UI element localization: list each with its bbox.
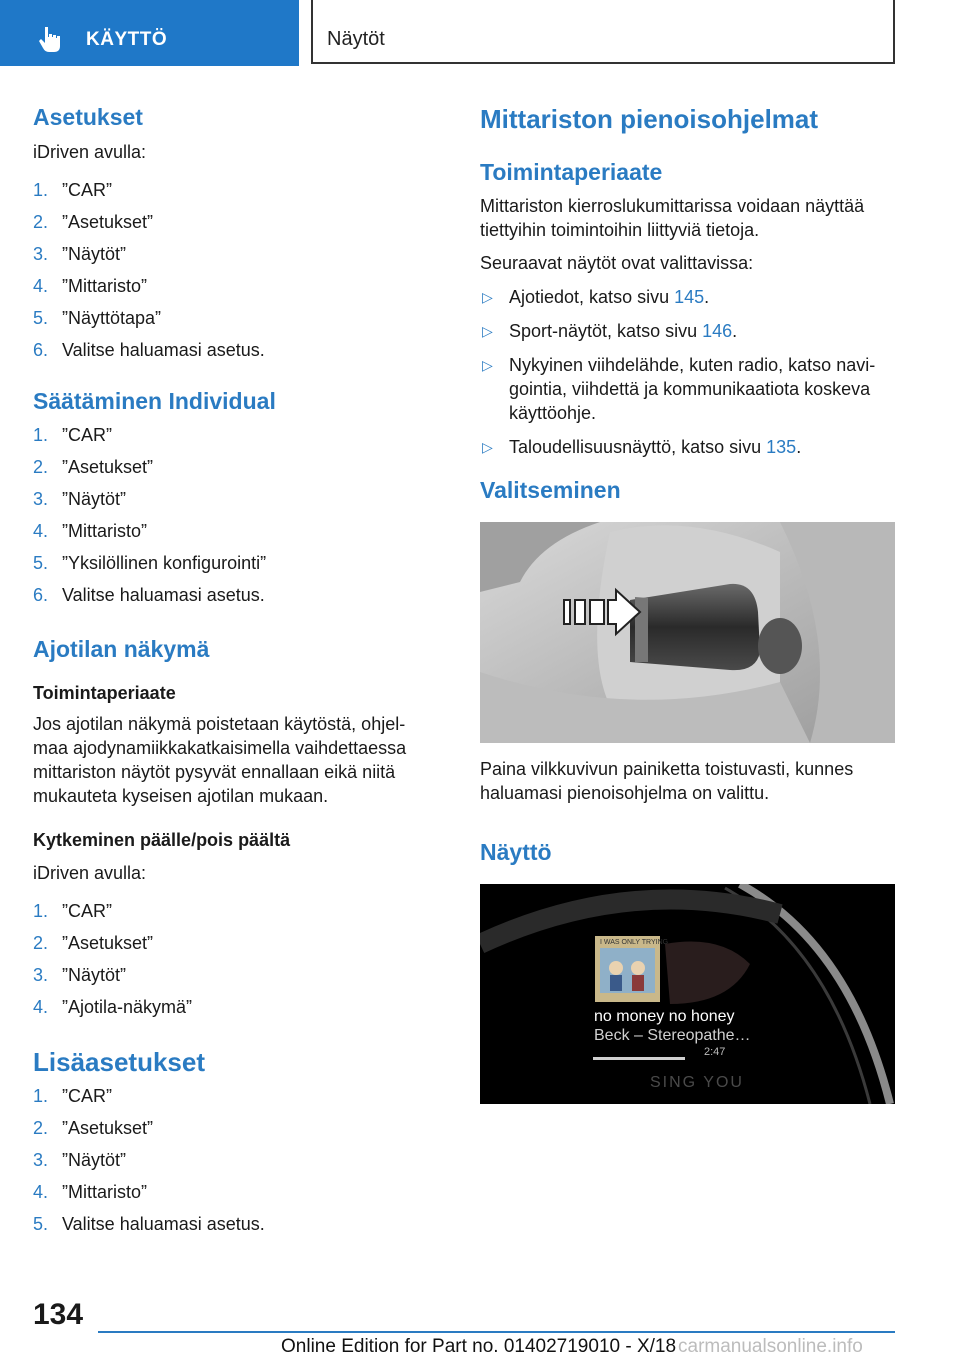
cluster-display-image bbox=[480, 884, 895, 1104]
asetukset-steps bbox=[33, 178, 443, 370]
list-item: ▷ Nykyinen viihdelähde, kuten radio, katso navi- gointia, viihdettä ja kommunikaatiota koskeva käyttöohje. bbox=[482, 355, 876, 423]
page-link[interactable]: 135 bbox=[766, 437, 797, 457]
list-item: 2. ”Asetukset” bbox=[33, 933, 154, 953]
list-item: 4. ”Ajotila-näkymä” bbox=[33, 997, 193, 1017]
page-number: 134 bbox=[33, 1298, 84, 1331]
select-heading: Valitseminen bbox=[480, 477, 621, 503]
list-item: 4. ”Mittaristo” bbox=[33, 521, 147, 541]
list-item: 1. ”CAR” bbox=[33, 901, 112, 921]
select-caption bbox=[480, 757, 895, 866]
asetukset-intro: iDriven avulla: bbox=[33, 142, 147, 162]
body-line: maa ajodynamiikkakatkaisimella vaihdettaessa bbox=[33, 738, 407, 758]
individual-heading: Säätäminen Individual bbox=[33, 388, 276, 414]
list-item: 1. ”CAR” bbox=[33, 180, 112, 200]
section-title: KÄYTTÖ bbox=[86, 29, 168, 50]
list-item: 5. ”Näyttötapa” bbox=[33, 308, 162, 328]
list-item: 3. ”Näytöt” bbox=[33, 965, 127, 985]
list-item: ▷ Sport-näytöt, katso sivu 146. bbox=[482, 321, 738, 341]
album-art-text: I WAS ONLY TRYING bbox=[600, 939, 669, 946]
list-item: 5. ”Yksilöllinen konfigurointi” bbox=[33, 553, 267, 573]
list-item: 3. ”Näytöt” bbox=[33, 244, 127, 264]
ajotila-steps bbox=[33, 899, 443, 1027]
list-item: 4. ”Mittaristo” bbox=[33, 1182, 147, 1202]
chapter-title: Näytöt bbox=[327, 28, 385, 50]
caption-line: haluamasi pienoisohjelma on valittu. bbox=[480, 783, 770, 803]
list-item: 2. ”Asetukset” bbox=[33, 1118, 154, 1138]
list-item: 6. Valitse haluamasi asetus. bbox=[33, 585, 265, 605]
scrolling-text: SING YOU bbox=[650, 1074, 744, 1091]
list-item: ▷ Ajotiedot, katso sivu 145. bbox=[482, 287, 710, 307]
principle-heading: Toimintaperiaate bbox=[480, 159, 663, 185]
ajotila-principle-heading: Toimintaperiaate bbox=[33, 683, 176, 703]
body-line: Jos ajotilan näkymä poistetaan käytöstä, ohjel- bbox=[33, 714, 406, 734]
stalk-illustration bbox=[480, 522, 895, 743]
widgets-heading: Mittariston pienoisohjelmat bbox=[480, 104, 819, 134]
track-time: 2:47 bbox=[704, 1046, 726, 1058]
edition-text: Online Edition for Part no. 01402719010 - X/18 bbox=[281, 1336, 677, 1357]
page-link[interactable]: 145 bbox=[674, 287, 705, 307]
left-column bbox=[33, 104, 443, 1244]
list-item: 3. ”Näytöt” bbox=[33, 1150, 127, 1170]
switch-heading: Kytkeminen päälle/pois päältä bbox=[33, 830, 291, 850]
list-item: 6. Valitse haluamasi asetus. bbox=[33, 340, 265, 360]
list-item: 1. ”CAR” bbox=[33, 1086, 112, 1106]
list-item: 4. ”Mittaristo” bbox=[33, 276, 147, 296]
switch-intro: iDriven avulla: bbox=[33, 863, 147, 883]
display-heading: Näyttö bbox=[480, 839, 552, 865]
asetukset-heading: Asetukset bbox=[33, 104, 143, 130]
list-item: 3. ”Näytöt” bbox=[33, 489, 127, 509]
list-item: 5. Valitse haluamasi asetus. bbox=[33, 1214, 265, 1234]
body-line: mukauteta kyseisen ajotilan mukaan. bbox=[33, 786, 329, 806]
widget-options bbox=[480, 285, 895, 459]
ajotila-heading: Ajotilan näkymä bbox=[33, 636, 210, 662]
lisa-heading: Lisäasetukset bbox=[33, 1047, 205, 1077]
list-item: 2. ”Asetukset” bbox=[33, 212, 154, 232]
watermark: carmanualsonline.info bbox=[678, 1336, 863, 1357]
body-line: Mittariston kierroslukumittarissa voidaan näyttää bbox=[480, 196, 865, 216]
chapter-tab bbox=[311, 0, 895, 64]
body-line: mittariston näytöt pysyvät ennallaan eikä niitä bbox=[33, 762, 396, 782]
ajotila-body bbox=[33, 712, 443, 808]
track-artist: Beck – Stereopathe… bbox=[594, 1027, 751, 1044]
caption-line: Paina vilkkuvivun painiketta toistuvasti, kunnes bbox=[480, 759, 854, 779]
individual-steps bbox=[33, 423, 443, 615]
list-item: 2. ”Asetukset” bbox=[33, 457, 154, 477]
principle-lead: Seuraavat näytöt ovat valittavissa: bbox=[480, 253, 754, 273]
track-title: no money no honey bbox=[594, 1008, 735, 1025]
page-link[interactable]: 146 bbox=[702, 321, 733, 341]
lisa-steps bbox=[33, 1084, 443, 1244]
right-column bbox=[480, 104, 895, 504]
principle-body bbox=[480, 194, 895, 242]
hand-icon bbox=[36, 24, 66, 54]
footer-rule bbox=[98, 1331, 895, 1333]
section-tab bbox=[0, 0, 299, 66]
list-item: ▷ Taloudellisuusnäyttö, katso sivu 135. bbox=[482, 437, 802, 457]
body-line: tiettyihin toimintoihin liittyviä tietoja. bbox=[480, 220, 760, 240]
list-item: 1. ”CAR” bbox=[33, 425, 112, 445]
